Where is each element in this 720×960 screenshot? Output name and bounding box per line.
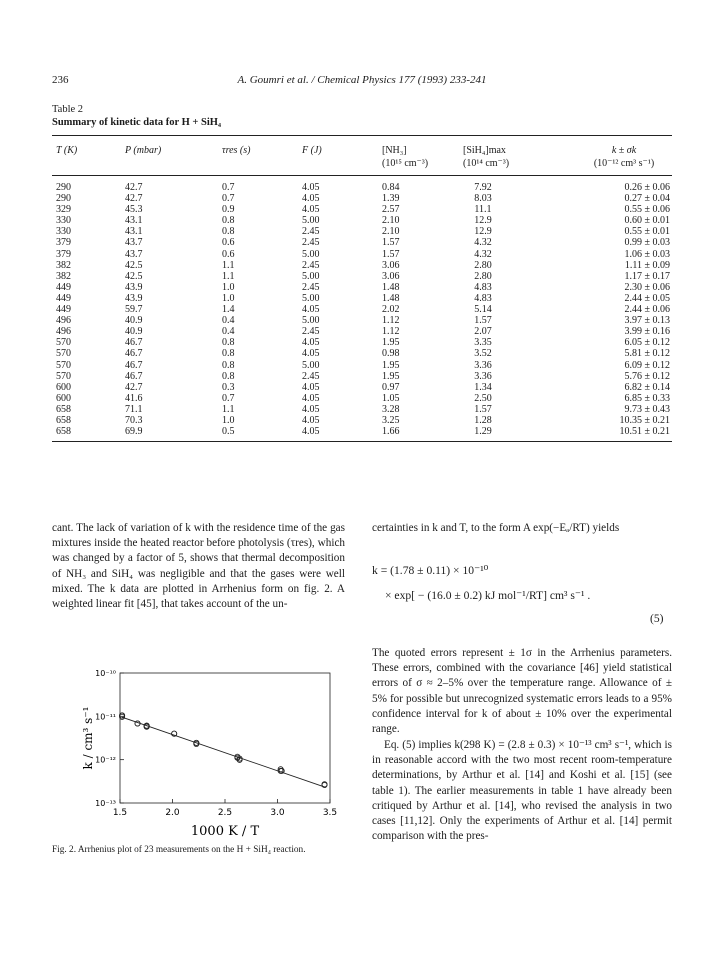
- cell-residence-time: 1.1: [222, 403, 235, 415]
- cell-sih4: 4.83: [474, 281, 492, 293]
- cell-temperature: 449: [56, 304, 71, 316]
- cell-residence-time: 0.5: [222, 426, 235, 438]
- cell-fluence: 2.45: [302, 237, 320, 249]
- x-tick-label: 1.5: [112, 808, 128, 818]
- cell-fluence: 5.00: [302, 359, 320, 371]
- column-residence-time: [222, 182, 235, 437]
- cell-temperature: 570: [56, 337, 71, 349]
- col-header-nh3: [NH₃] (10¹⁵ cm⁻³): [382, 145, 429, 169]
- cell-fluence: 4.05: [302, 392, 320, 404]
- y-tick-label: 10⁻¹⁰: [95, 669, 116, 678]
- x-tick-label: 3.5: [322, 808, 338, 818]
- cell-sih4: 2.50: [474, 392, 492, 404]
- cell-sih4: 2.07: [474, 326, 492, 338]
- cell-rate-constant: 10.51 ± 0.21: [619, 426, 670, 438]
- column-nh3: [382, 182, 400, 437]
- cell-nh3: 1.95: [382, 359, 400, 371]
- cell-rate-constant: 10.35 ± 0.21: [619, 414, 670, 426]
- cell-fluence: 5.00: [302, 315, 320, 327]
- body-text-right-1: certainties in k and T, to the form A exp(−Eₐ/RT) yields: [372, 522, 620, 534]
- cell-nh3: 2.02: [382, 304, 400, 316]
- cell-pressure: 42.7: [125, 381, 143, 393]
- cell-rate-constant: 6.82 ± 0.14: [624, 381, 670, 393]
- cell-temperature: 658: [56, 403, 71, 415]
- cell-pressure: 43.1: [125, 215, 143, 227]
- cell-nh3: 1.95: [382, 337, 400, 349]
- cell-pressure: 42.7: [125, 193, 143, 205]
- cell-residence-time: 0.4: [222, 326, 235, 338]
- col-header-fluence: F (J): [302, 145, 322, 156]
- cell-fluence: 2.45: [302, 259, 320, 271]
- cell-temperature: 570: [56, 348, 71, 360]
- cell-rate-constant: 1.17 ± 0.17: [624, 270, 670, 282]
- cell-residence-time: 0.8: [222, 226, 235, 238]
- cell-temperature: 330: [56, 215, 71, 227]
- cell-rate-constant: 0.26 ± 0.06: [624, 182, 670, 193]
- table-label: Table 2: [52, 104, 84, 115]
- cell-nh3: 0.84: [382, 182, 400, 193]
- cell-temperature: 449: [56, 292, 71, 304]
- cell-nh3: 3.28: [382, 403, 400, 415]
- col-header-residence-time: τres (s): [222, 145, 251, 156]
- cell-pressure: 40.9: [125, 326, 143, 338]
- y-tick-label: 10⁻¹²: [95, 755, 116, 765]
- cell-rate-constant: 1.06 ± 0.03: [624, 248, 670, 260]
- cell-residence-time: 0.3: [222, 381, 235, 393]
- cell-temperature: 449: [56, 281, 71, 293]
- cell-temperature: 382: [56, 259, 71, 271]
- cell-nh3: 1.48: [382, 292, 400, 304]
- cell-sih4: 1.34: [474, 381, 492, 393]
- cell-pressure: 71.1: [125, 403, 143, 415]
- cell-pressure: 43.7: [125, 237, 143, 249]
- cell-pressure: 45.3: [125, 204, 143, 216]
- cell-rate-constant: 2.44 ± 0.05: [624, 292, 670, 304]
- cell-residence-time: 0.8: [222, 348, 235, 360]
- cell-temperature: 382: [56, 270, 71, 282]
- cell-rate-constant: 6.09 ± 0.12: [624, 359, 670, 371]
- y-axis-label: k / cm³ s⁻¹: [81, 706, 95, 770]
- cell-sih4: 1.57: [474, 403, 492, 415]
- cell-fluence: 2.45: [302, 326, 320, 338]
- table-top-rule: [52, 135, 672, 136]
- cell-fluence: 4.05: [302, 337, 320, 349]
- body-text-right-3: Eq. (5) implies k(298 K) = (2.8 ± 0.3) × 10⁻¹³ cm³ s⁻¹, which is in reasonable accord with the two most recent room-temperature determinations, by Arthur et al. [14] and Koshi et al. [15] (see table 1). The earlier measurements in table 1 have already been critiqued by Arthur et al. [14], who revised the analysis in two cases [11,12]. Only the experiments of Arthur et al. [14] permit comparison with the pres-: [372, 739, 672, 843]
- column-pressure: [125, 182, 143, 437]
- cell-sih4: 11.1: [474, 204, 492, 216]
- cell-nh3: 2.10: [382, 215, 400, 227]
- cell-sih4: 3.52: [474, 348, 492, 360]
- cell-pressure: 46.7: [125, 348, 143, 360]
- cell-nh3: 2.10: [382, 226, 400, 238]
- cell-rate-constant: 0.60 ± 0.01: [624, 215, 670, 227]
- cell-nh3: 1.57: [382, 248, 400, 260]
- cell-pressure: 40.9: [125, 315, 143, 327]
- cell-residence-time: 1.1: [222, 270, 235, 282]
- equation-line-2: × exp[ − (16.0 ± 0.2) kJ mol⁻¹/RT] cm³ s⁻¹ .: [385, 589, 591, 602]
- table-title: Summary of kinetic data for H + SiH₄: [52, 117, 222, 128]
- cell-rate-constant: 9.73 ± 0.43: [624, 403, 670, 415]
- cell-temperature: 570: [56, 359, 71, 371]
- cell-pressure: 46.7: [125, 359, 143, 371]
- cell-sih4: 3.36: [474, 370, 492, 382]
- cell-temperature: 658: [56, 426, 71, 438]
- cell-fluence: 5.00: [302, 270, 320, 282]
- cell-sih4: 7.92: [474, 182, 492, 193]
- cell-nh3: 1.12: [382, 326, 400, 338]
- x-tick-label: 2.0: [165, 808, 180, 818]
- cell-pressure: 70.3: [125, 414, 143, 426]
- cell-residence-time: 1.4: [222, 304, 235, 316]
- cell-temperature: 379: [56, 248, 71, 260]
- cell-residence-time: 1.1: [222, 259, 235, 271]
- cell-temperature: 600: [56, 381, 71, 393]
- col-header-temperature: T (K): [56, 145, 78, 156]
- col-header-pressure: P (mbar): [125, 145, 162, 156]
- cell-temperature: 570: [56, 370, 71, 382]
- cell-rate-constant: 5.76 ± 0.12: [624, 370, 670, 382]
- cell-pressure: 42.7: [125, 182, 143, 193]
- cell-pressure: 43.7: [125, 248, 143, 260]
- column-sih4: [463, 182, 503, 437]
- cell-pressure: 43.9: [125, 292, 143, 304]
- cell-sih4: 2.80: [474, 270, 492, 282]
- cell-sih4: 3.36: [474, 359, 492, 371]
- cell-nh3: 1.66: [382, 426, 400, 438]
- x-axis-label: 1000 K / T: [190, 824, 260, 839]
- cell-temperature: 496: [56, 326, 71, 338]
- cell-rate-constant: 6.85 ± 0.33: [624, 392, 670, 404]
- cell-nh3: 1.39: [382, 193, 400, 205]
- plot-frame: [120, 673, 330, 803]
- cell-residence-time: 1.0: [222, 281, 235, 293]
- cell-pressure: 46.7: [125, 337, 143, 349]
- cell-fluence: 4.05: [302, 193, 320, 205]
- cell-residence-time: 0.4: [222, 315, 235, 327]
- cell-pressure: 43.9: [125, 281, 143, 293]
- body-text-left: cant. The lack of variation of k with the residence time of the gas mixtures inside the heated reactor before photolysis (τres), which was changed by a factor of 5, shows that thermal decomposition of NH₃ and SiH₄ was negligible and that the gases were well mixed. The k data are plotted in Arrhenius form on fig. 2. A weighted linear fit [45], that takes account of the un-: [52, 522, 345, 611]
- figure-caption: Fig. 2. Arrhenius plot of 23 measurements on the H + SiH₄ reaction.: [52, 845, 306, 855]
- cell-sih4: 4.32: [474, 248, 492, 260]
- col-header-rate-constant: k ± σk (10⁻¹² cm³ s⁻¹): [593, 145, 655, 169]
- cell-rate-constant: 0.55 ± 0.01: [624, 226, 670, 238]
- cell-temperature: 329: [56, 204, 71, 216]
- cell-fluence: 2.45: [302, 370, 320, 382]
- cell-temperature: 658: [56, 414, 71, 426]
- cell-pressure: 41.6: [125, 392, 143, 404]
- cell-nh3: 1.48: [382, 281, 400, 293]
- cell-fluence: 4.05: [302, 182, 320, 193]
- cell-rate-constant: 0.99 ± 0.03: [624, 237, 670, 249]
- cell-rate-constant: 6.05 ± 0.12: [624, 337, 670, 349]
- cell-pressure: 46.7: [125, 370, 143, 382]
- cell-rate-constant: 5.81 ± 0.12: [624, 348, 670, 360]
- fit-line: [122, 717, 326, 787]
- y-tick-label: 10⁻¹³: [95, 799, 116, 808]
- cell-nh3: 0.97: [382, 381, 400, 393]
- cell-nh3: 3.06: [382, 270, 400, 282]
- cell-fluence: 2.45: [302, 281, 320, 293]
- x-tick-label: 3.0: [270, 808, 285, 818]
- cell-residence-time: 0.6: [222, 248, 235, 260]
- cell-nh3: 1.57: [382, 237, 400, 249]
- cell-pressure: 42.5: [125, 270, 143, 282]
- figure-2: [80, 665, 350, 845]
- cell-nh3: 3.06: [382, 259, 400, 271]
- cell-fluence: 2.45: [302, 226, 320, 238]
- y-tick-label: 10⁻¹¹: [95, 712, 116, 722]
- cell-sih4: 4.32: [474, 237, 492, 249]
- x-tick-label: 2.5: [217, 808, 233, 818]
- table-caption: [52, 103, 221, 129]
- cell-residence-time: 0.9: [222, 204, 235, 216]
- cell-sih4: 2.80: [474, 259, 492, 271]
- cell-rate-constant: 3.97 ± 0.13: [624, 315, 670, 327]
- cell-sih4: 12.9: [474, 215, 492, 227]
- cell-residence-time: 0.7: [222, 392, 235, 404]
- cell-rate-constant: 2.30 ± 0.06: [624, 281, 670, 293]
- cell-fluence: 4.05: [302, 204, 320, 216]
- cell-sih4: 5.14: [474, 304, 492, 316]
- cell-temperature: 290: [56, 182, 71, 193]
- equation-number: (5): [650, 612, 664, 625]
- cell-pressure: 43.1: [125, 226, 143, 238]
- page-number: 236: [52, 74, 69, 86]
- cell-pressure: 42.5: [125, 259, 143, 271]
- cell-fluence: 4.05: [302, 426, 320, 438]
- cell-nh3: 1.12: [382, 315, 400, 327]
- arrhenius-plot: [80, 665, 350, 845]
- cell-nh3: 0.98: [382, 348, 400, 360]
- table-bottom-rule: [52, 441, 672, 442]
- cell-sih4: 1.28: [474, 414, 492, 426]
- column-temperature: [56, 182, 71, 437]
- cell-rate-constant: 0.27 ± 0.04: [624, 193, 670, 205]
- col-header-sih4: [SiH₄]max (10¹⁴ cm⁻³): [463, 145, 510, 169]
- equation-line-1: k = (1.78 ± 0.11) × 10⁻¹⁰: [372, 564, 489, 577]
- column-rate-constant: [578, 182, 670, 437]
- cell-sih4: 4.83: [474, 292, 492, 304]
- cell-rate-constant: 2.44 ± 0.06: [624, 304, 670, 316]
- column-fluence: [302, 182, 320, 437]
- cell-nh3: 1.05: [382, 392, 400, 404]
- cell-rate-constant: 3.99 ± 0.16: [624, 326, 670, 338]
- cell-sih4: 1.57: [474, 315, 492, 327]
- cell-sih4: 12.9: [474, 226, 492, 238]
- cell-sih4: 3.35: [474, 337, 492, 349]
- cell-rate-constant: 0.55 ± 0.06: [624, 204, 670, 216]
- cell-sih4: 8.03: [474, 193, 492, 205]
- cell-temperature: 290: [56, 193, 71, 205]
- cell-fluence: 5.00: [302, 292, 320, 304]
- cell-fluence: 4.05: [302, 403, 320, 415]
- cell-temperature: 496: [56, 315, 71, 327]
- cell-temperature: 330: [56, 226, 71, 238]
- cell-residence-time: 1.0: [222, 414, 235, 426]
- cell-pressure: 69.9: [125, 426, 143, 438]
- cell-fluence: 5.00: [302, 248, 320, 260]
- cell-fluence: 5.00: [302, 215, 320, 227]
- cell-residence-time: 0.7: [222, 193, 235, 205]
- cell-residence-time: 0.7: [222, 182, 235, 193]
- cell-nh3: 3.25: [382, 414, 400, 426]
- cell-residence-time: 0.8: [222, 359, 235, 371]
- cell-residence-time: 1.0: [222, 292, 235, 304]
- cell-nh3: 2.57: [382, 204, 400, 216]
- cell-residence-time: 0.6: [222, 237, 235, 249]
- cell-nh3: 1.95: [382, 370, 400, 382]
- body-text-right-2: The quoted errors represent ± 1σ in the Arrhenius parameters. These errors, combined with the covariance [46] yield statistical errors of σ ≈ 2–5% over the temperature range. Allowance of ± 5% for possible but unrecognized systematic errors leads to a 95% confidence interval for k of about ± 10% over the experimental range.: [372, 647, 672, 736]
- cell-fluence: 4.05: [302, 381, 320, 393]
- cell-sih4: 1.29: [474, 426, 492, 438]
- cell-rate-constant: 1.11 ± 0.09: [624, 259, 670, 271]
- cell-residence-time: 0.8: [222, 370, 235, 382]
- cell-temperature: 379: [56, 237, 71, 249]
- cell-fluence: 4.05: [302, 414, 320, 426]
- cell-pressure: 59.7: [125, 304, 143, 316]
- journal-citation: A. Goumri et al. / Chemical Physics 177 (1993) 233-241: [237, 74, 487, 86]
- cell-temperature: 600: [56, 392, 71, 404]
- cell-fluence: 4.05: [302, 348, 320, 360]
- cell-fluence: 4.05: [302, 304, 320, 316]
- table-header-rule: [52, 175, 672, 176]
- cell-residence-time: 0.8: [222, 215, 235, 227]
- page-header: [52, 74, 672, 88]
- cell-residence-time: 0.8: [222, 337, 235, 349]
